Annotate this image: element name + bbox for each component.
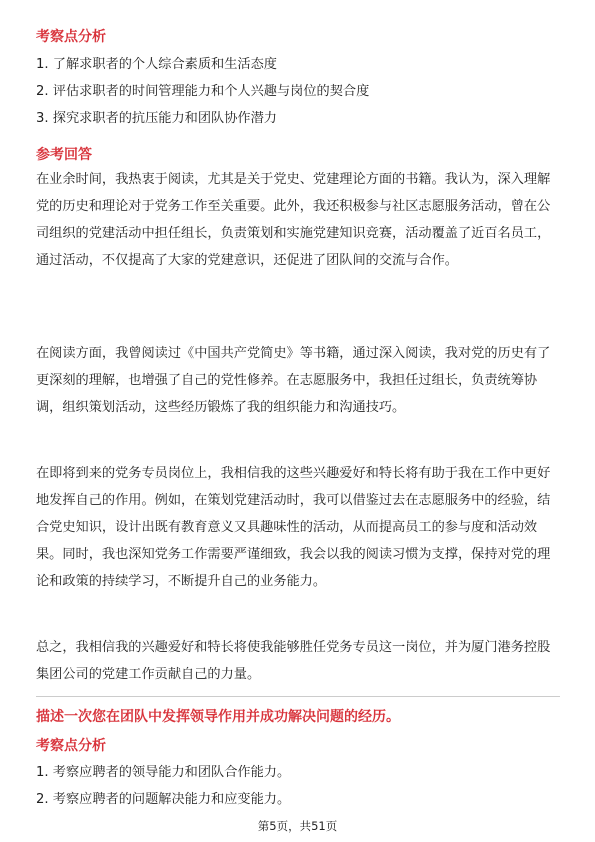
analysis-point-3: 3. 探究求职者的抗压能力和团队协作潜力 — [36, 111, 277, 126]
analysis-point-2: 2. 评估求职者的时间管理能力和个人兴趣与岗位的契合度 — [36, 84, 370, 99]
answer-paragraph-4: 总之，我相信我的兴趣爱好和特长将使我能够胜任党务专员这一岗位，并为厦门港务控股集团公司的党建工作贡献自己的力量。 — [36, 640, 551, 682]
answer-paragraph-1: 在业余时间，我热衷于阅读，尤其是关于党史、党建理论方面的书籍。我认为，深入理解党的历史和理论对于党务工作至关重要。此外，我还积极参与社区志愿服务活动，曾在公司组织的党建活动中担任组长，负责策划和实施党建知识竞赛，活动覆盖了近百名员工，通过活动，不仅提高了大家的党建意识，还促进了团队间的交流与合作。 — [36, 172, 551, 268]
analysis-heading: 考察点分析 — [36, 29, 106, 45]
analysis-heading-2: 考察点分析 — [36, 738, 106, 754]
section-divider — [36, 696, 560, 697]
answer-heading: 参考回答 — [36, 147, 92, 163]
analysis-point-2-1: 1. 考察应聘者的领导能力和团队合作能力。 — [36, 765, 291, 780]
answer-paragraph-2: 在阅读方面，我曾阅读过《中国共产党简史》等书籍，通过深入阅读，我对党的历史有了更深刻的理解，也增强了自己的党性修养。在志愿服务中，我担任过组长，负责统筹协调，组织策划活动，这些经历锻炼了我的组织能力和沟通技巧。 — [36, 346, 551, 415]
analysis-point-2-2: 2. 考察应聘者的问题解决能力和应变能力。 — [36, 792, 291, 807]
analysis-point-1: 1. 了解求职者的个人综合素质和生活态度 — [36, 57, 277, 72]
page-footer: 第5页，共51页 — [257, 819, 338, 833]
question-heading: 描述一次您在团队中发挥领导作用并成功解决问题的经历。 — [36, 709, 400, 725]
answer-paragraph-3: 在即将到来的党务专员岗位上，我相信我的这些兴趣爱好和特长将有助于我在工作中更好地发挥自己的作用。例如，在策划党建活动时，我可以借鉴过去在志愿服务中的经验，结合党史知识，设计出既有教育意义又具趣味性的活动，从而提高员工的参与度和活动效果。同时，我也深知党务工作需要严谨细致，我会以我的阅读习惯为支撑，保持对党的理论和政策的持续学习，不断提升自己的业务能力。 — [36, 466, 551, 589]
